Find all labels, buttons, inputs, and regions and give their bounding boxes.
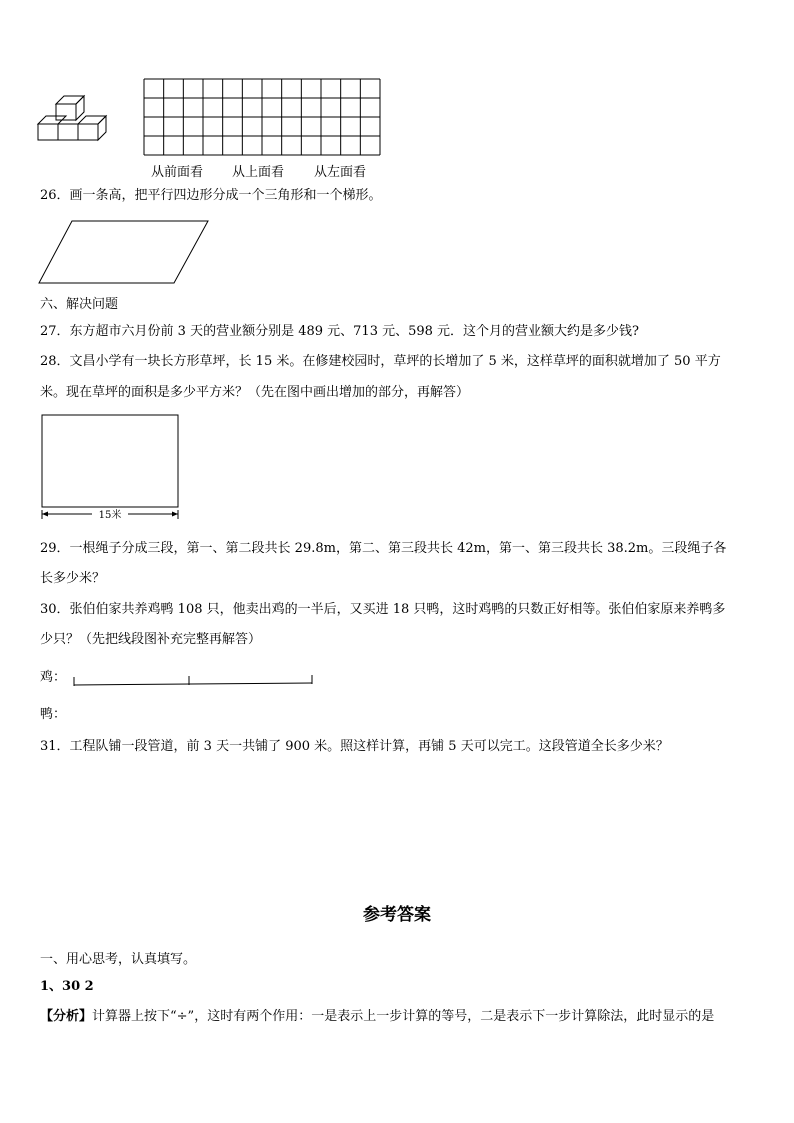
parallelogram-figure [38,220,210,284]
question-29-line-2: 长多少米？ [40,571,106,586]
rect-dimension-label: 15米 [98,510,122,521]
lawn-rectangle-figure [38,413,184,521]
question-31: 31．工程队铺一段管道，前 3 天一共铺了 900 米。照这样计算，再铺 5 天可以完工。这段管道全长多少米？ [40,739,669,754]
question-30-line-2: 少只？（先把线段图补充完整再解答） [40,632,262,647]
label-duck: 鸭： [40,707,67,722]
analysis-tag: 【分析】 [40,1009,93,1024]
cube-stack-figure [36,92,108,146]
question-30-line-1: 30．张伯伯家共养鸡鸭 108 只，他卖出鸡的一半后，又买进 18 只鸭，这时鸡鸭的只数正好相等。张伯伯家原来养鸭多 [40,602,726,617]
view-grid [143,78,383,158]
label-chicken: 鸡： [40,670,67,685]
chicken-segment-diagram [72,673,316,689]
analysis-text: 计算器上按下“÷”，这时有两个作用：一是表示上一步计算的等号，二是表示下一步计算除法，此时显示的是 [92,1009,715,1024]
question-29-line-1: 29．一根绳子分成三段，第一、第二段共长 29.8m，第二、第三段共长 42m，第一、第三段共长 38.2m。三段绳子各 [40,541,727,556]
view-label-left: 从左面看 [314,165,367,180]
question-26: 26．画一条高，把平行四边形分成一个三角形和一个梯形。 [40,188,382,203]
section-6-heading: 六、解决问题 [40,297,119,312]
analysis-paragraph [40,1008,714,1026]
question-27: 27．东方超市六月份前 3 天的营业额分别是 489 元、713 元、598 元．这个月的营业额大约是多少钱? [40,324,640,339]
answer-1: 1、30 2 [40,979,94,994]
question-28-line-1: 28．文昌小学有一块长方形草坪，长 15 米。在修建校园时，草坪的长增加了 5 米，这样草坪的面积就增加了 50 平方 [40,354,721,369]
view-label-front: 从前面看 [151,165,204,180]
answer-section-1: 一、用心思考，认真填写。 [40,952,197,967]
answer-key-title: 参考答案 [363,905,431,925]
view-label-top: 从上面看 [232,165,285,180]
question-28-line-2: 米。现在草坪的面积是多少平方米？（先在图中画出增加的部分，再解答） [40,385,470,400]
